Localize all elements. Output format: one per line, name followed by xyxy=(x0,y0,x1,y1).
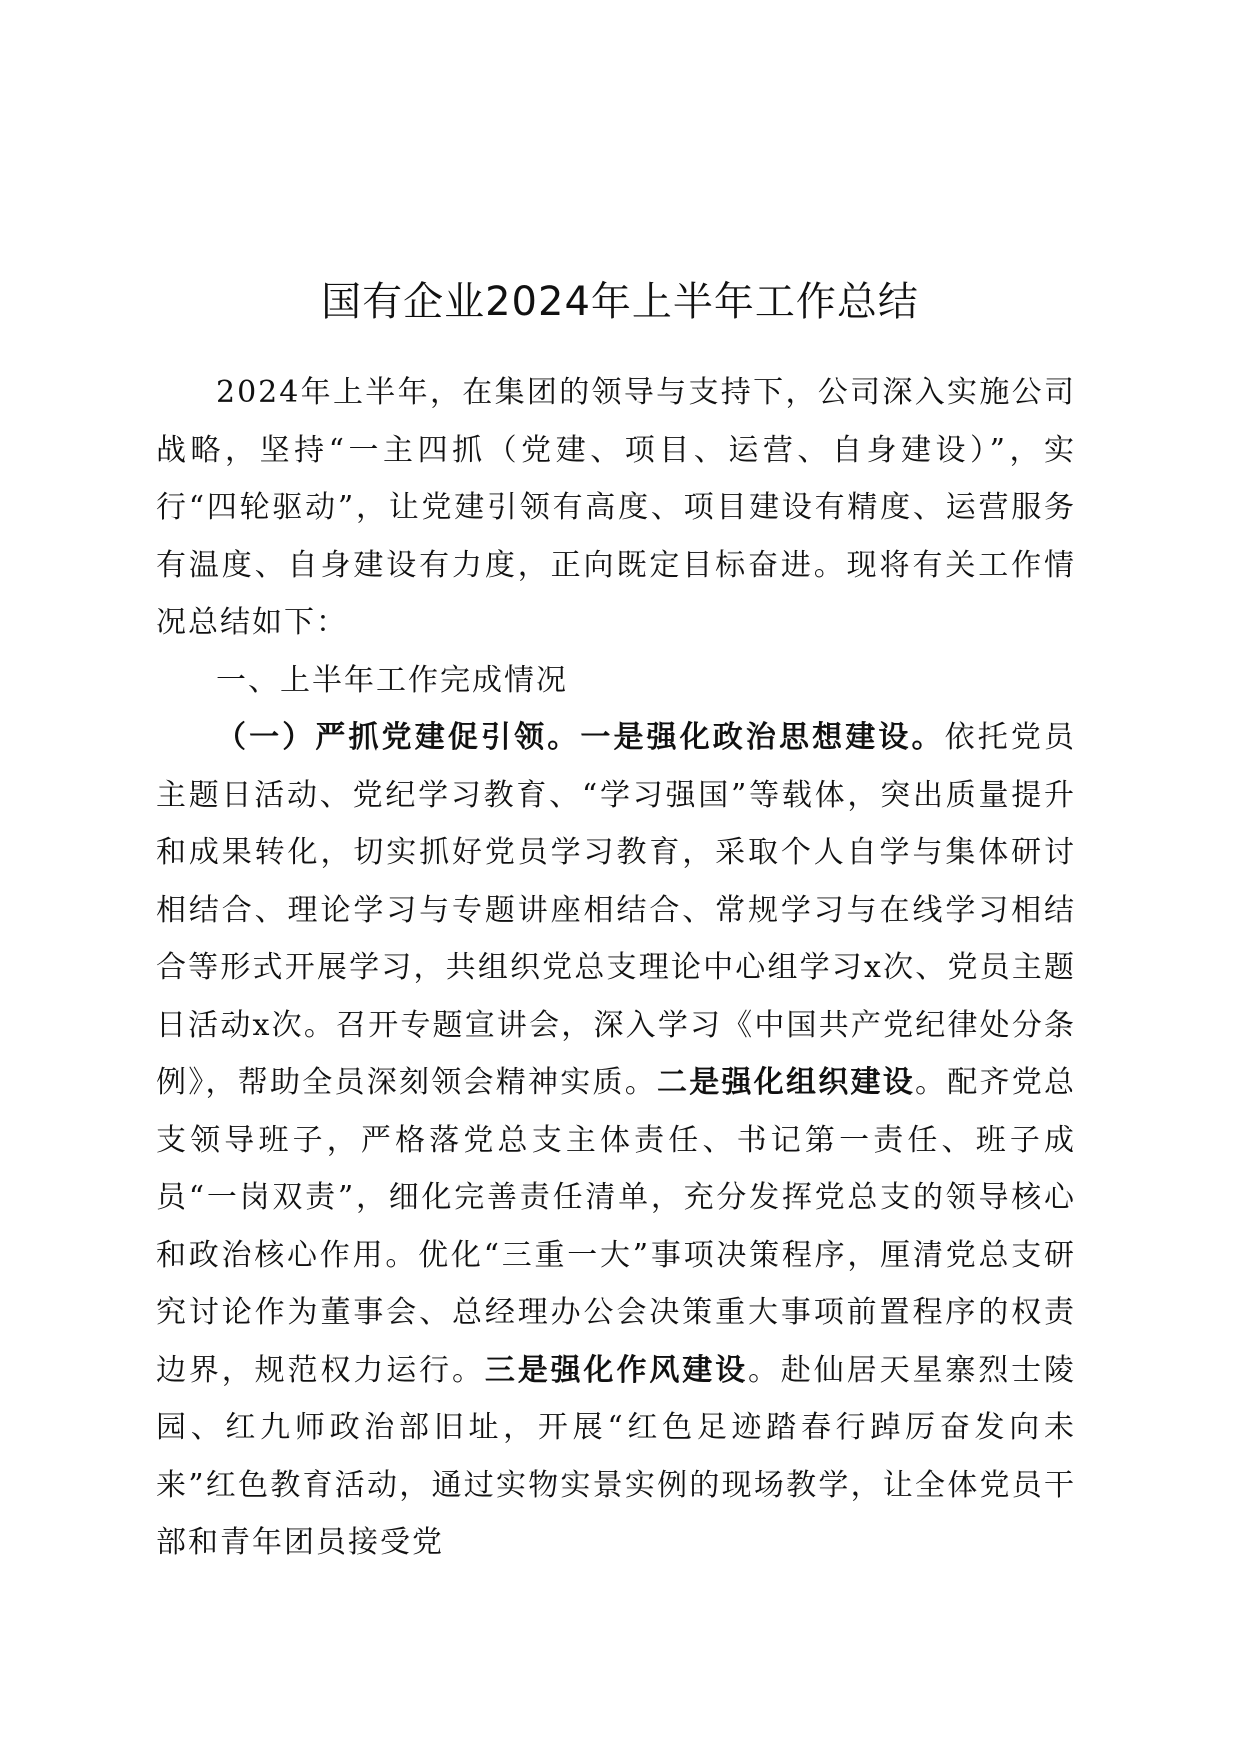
subsection-label: （一）严抓党建促引领。 xyxy=(216,720,581,755)
document-body xyxy=(156,364,1076,1572)
point-3-text: 。赴仙居天星寨烈士陵园、红九师政治部旧址，开展“红色足迹踏春行踔厉奋发向未来”红色教育活动，通过实物实景实例的现场教学，让全体党员干部和青年团员接受党 xyxy=(156,1352,1077,1560)
point-1-label: 一是强化政治思想建设。 xyxy=(580,720,945,755)
section-paragraph xyxy=(156,709,1076,1572)
point-1-text: 依托党员主题日活动、党纪学习教育、“学习强国”等载体，突出质量提升和成果转化，切实抓好党员学习教育，采取个人自学与集体研讨相结合、理论学习与专题讲座相结合、常规学习与在线学习相结合等形式开展学习，共组织党总支理论中心组学习x次、党员主题日活动x次。召开专题宣讲会，深入学习《中国共产党纪律处分条例》，帮助全员深刻领会精神实质。 xyxy=(156,720,1077,1100)
point-2-text: 。配齐党总支领导班子，严格落党总支主体责任、书记第一责任、班子成员“一岗双责”，细化完善责任清单，充分发挥党总支的领导核心和政治核心作用。优化“三重一大”事项决策程序，厘清党总支研究讨论作为董事会、总经理办公会决策重大事项前置程序的权责边界，规范权力运行。 xyxy=(156,1065,1076,1388)
document-title: 国有企业2024年上半年工作总结 xyxy=(321,279,919,325)
intro-paragraph: 2024年上半年，在集团的领导与支持下，公司深入实施公司战略，坚持“一主四抓（党建、项目、运营、自身建设）”，实行“四轮驱动”，让党建引领有高度、项目建设有精度、运营服务有温度、自身建设有力度，正向既定目标奋进。现将有关工作情况总结如下： xyxy=(156,375,1076,640)
section-heading: 一、上半年工作完成情况 xyxy=(216,662,568,698)
point-3-label: 三是强化作风建设 xyxy=(484,1352,749,1388)
point-2-label: 二是强化组织建设 xyxy=(657,1065,915,1100)
